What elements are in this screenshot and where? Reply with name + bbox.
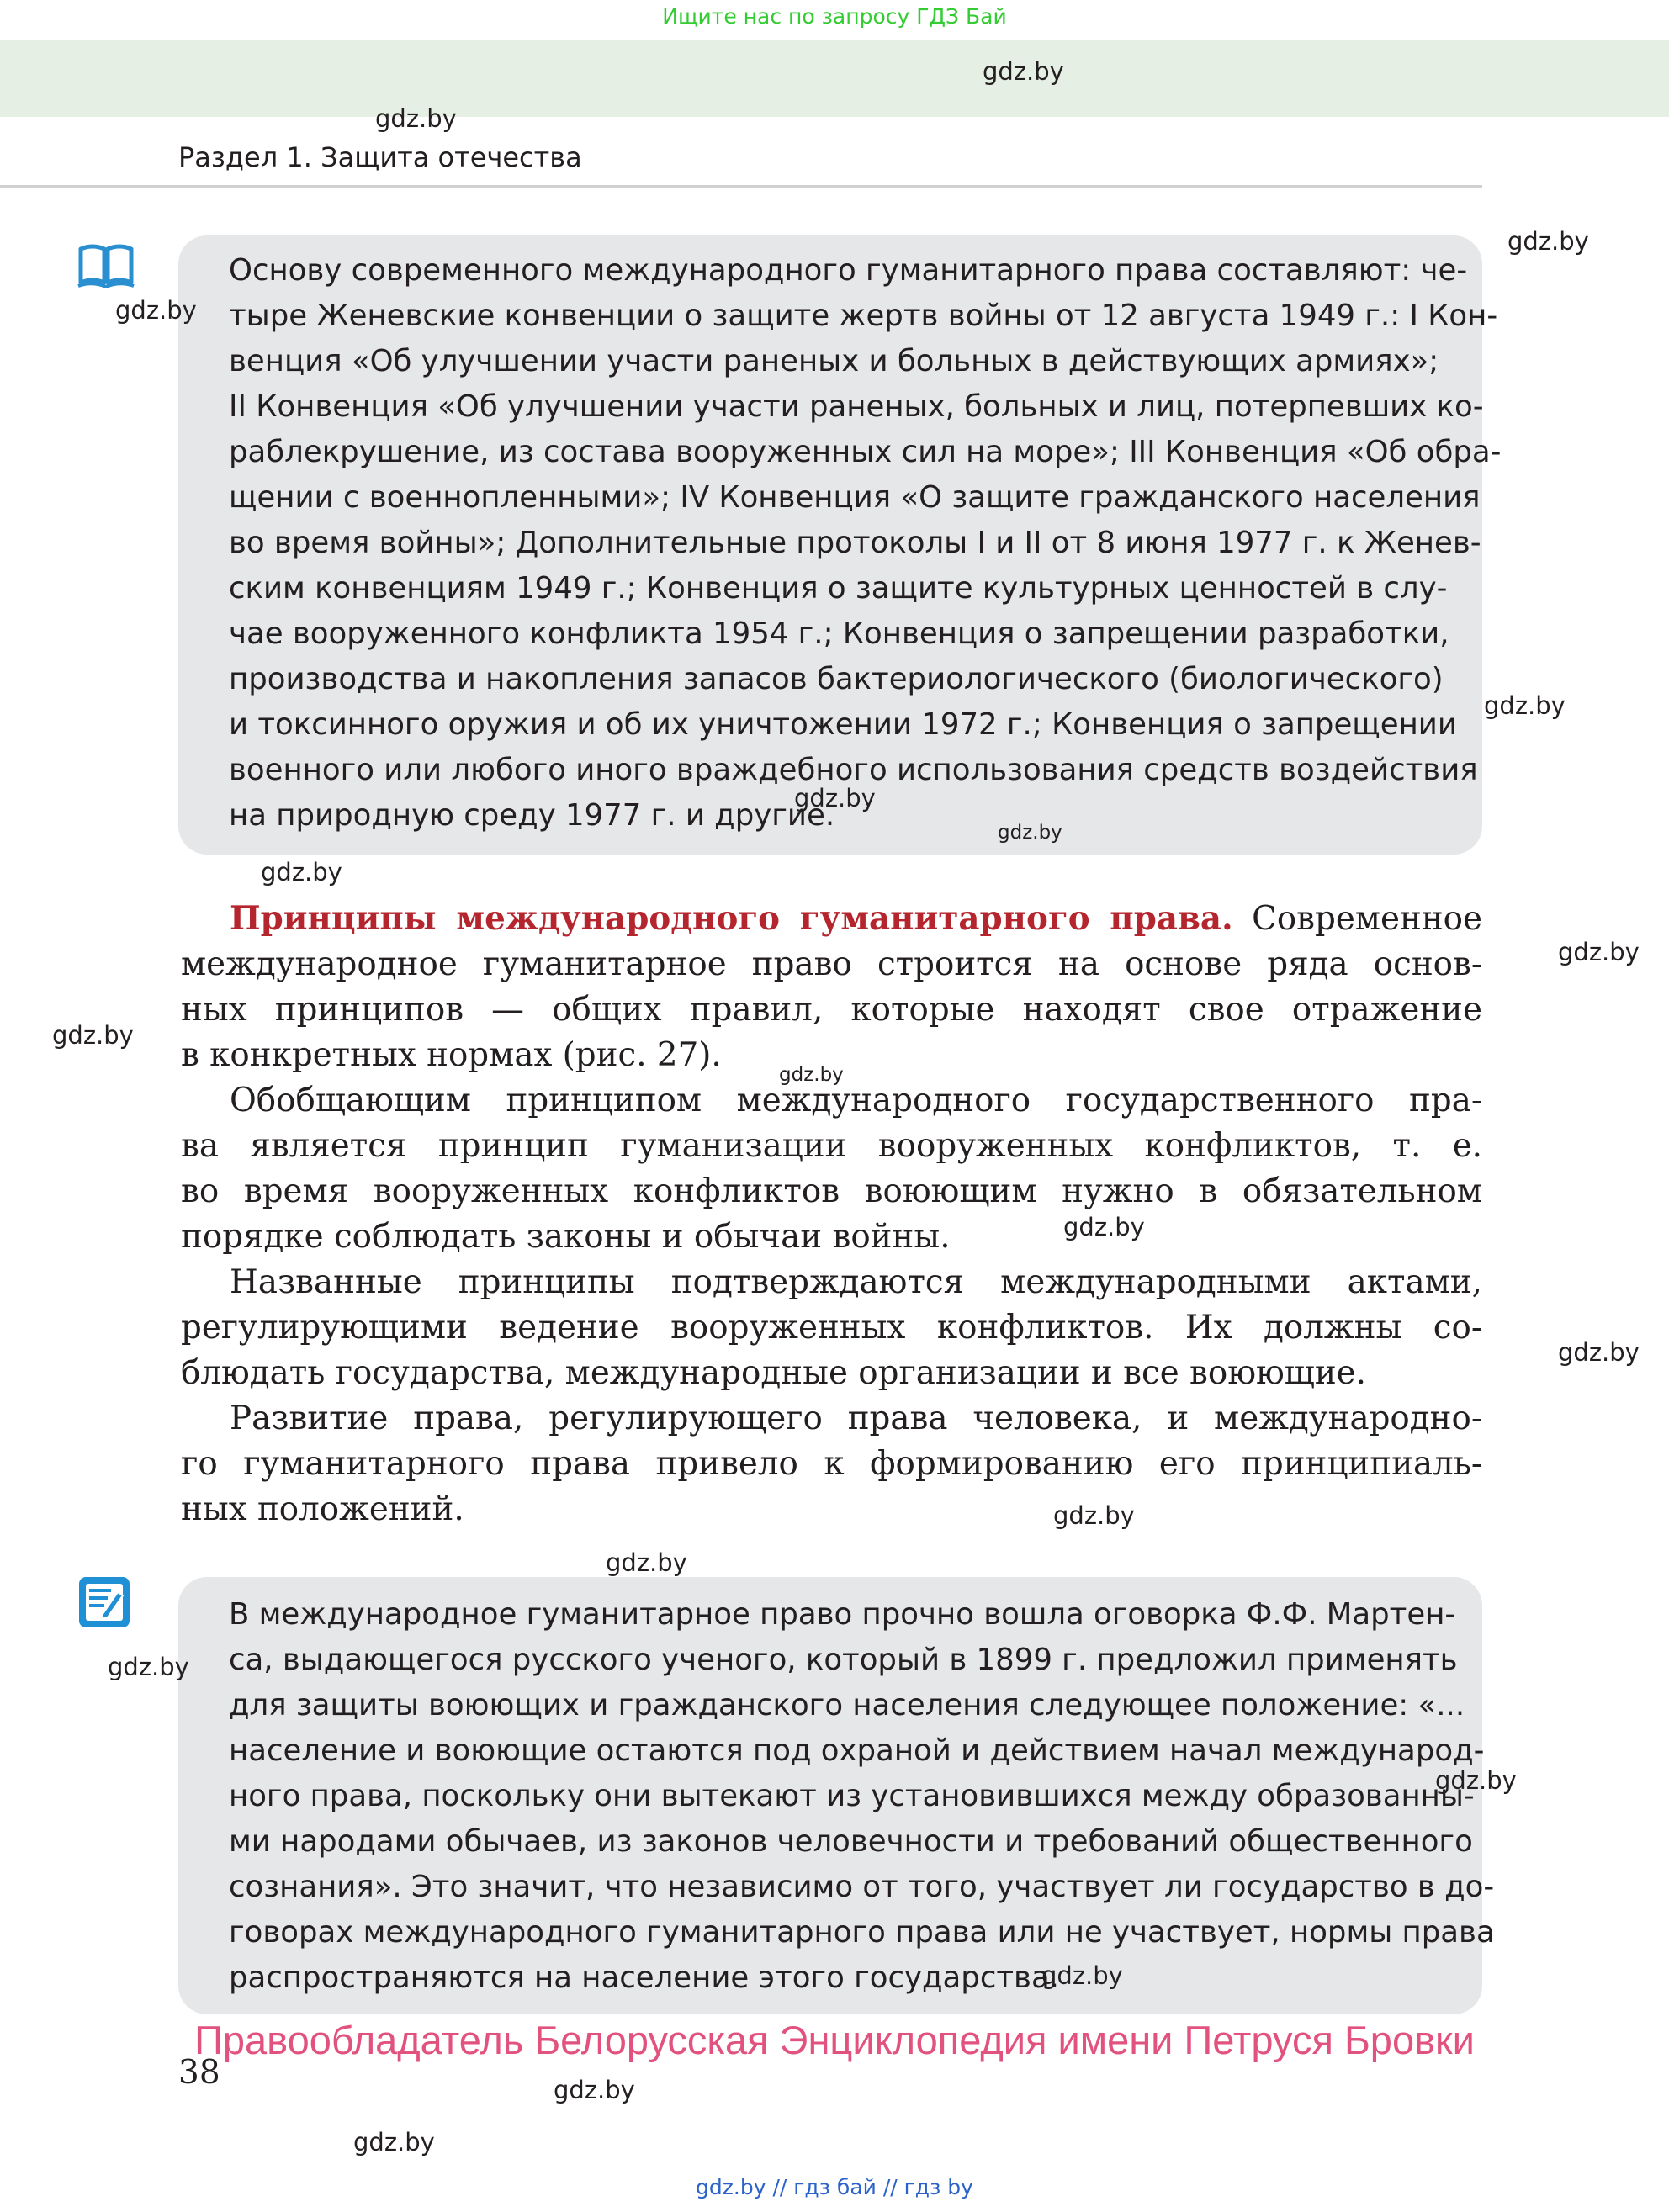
paragraph-principles (181, 897, 1482, 1078)
watermark: gdz.by (108, 1653, 189, 1681)
text-line: го гуманитарного права привело к формированию его принципиаль- (181, 1445, 1482, 1483)
book-icon (77, 241, 135, 289)
watermark: gdz.by (1435, 1766, 1517, 1795)
text-line: во время войны»; Дополнительные протоколы I и II от 8 июня 1977 г. к Женев- (229, 526, 1481, 560)
bottom-links[interactable]: gdz.by // гдз бай // гдз by (696, 2175, 973, 2199)
text-line: порядке соблюдать законы и обычаи войны. (181, 1218, 951, 1256)
watermark: gdz.by (554, 2076, 635, 2104)
rights-holder-notice: Правообладатель Белорусская Энциклопедия имени Петруся Бровки (194, 2018, 1475, 2062)
text-line: для защиты воюющих и гражданского населения следующее положение: «... (229, 1688, 1465, 1723)
page-number: 38 (178, 2054, 220, 2092)
paragraph-development (181, 1396, 1482, 1532)
text-line: венция «Об улучшении участи раненых и больных в действующих армиях»; (229, 344, 1439, 378)
text-line: распространяются на население этого государства. (229, 1961, 1059, 1995)
text-line: на природную среду 1977 г. и другие. (229, 798, 835, 833)
watermark: gdz.by (115, 296, 197, 325)
text-line: говорах международного гуманитарного права или не участвует, нормы права (229, 1915, 1495, 1950)
text-line: ных принципов — общих правил, которые находят свое отражение (181, 991, 1482, 1029)
text-line: Развитие права, регулирующего права человека, и международно- (230, 1400, 1482, 1437)
watermark: gdz.by (1558, 938, 1640, 966)
text-line: ми народами обычаев, из законов человечности и требований общественного (229, 1824, 1473, 1859)
text-line: ного права, поскольку они вытекают из установившихся между образованны- (229, 1779, 1475, 1813)
text-line: Основу современного международного гуманитарного права составляют: че- (229, 253, 1468, 288)
text-line: Обобщающим принципом международного государственного пра- (230, 1082, 1482, 1119)
section-header: Раздел 1. Защита отечества (178, 141, 582, 173)
watermark: gdz.by (1558, 1338, 1640, 1367)
text-line: ных положений. (181, 1490, 464, 1528)
watermark: gdz.by (1507, 227, 1589, 256)
paragraph-acts (181, 1260, 1482, 1396)
text-line: ва является принцип гуманизации вооруженных конфликтов, т. е. (181, 1127, 1482, 1165)
text-line (181, 897, 1482, 942)
principles-heading: Принципы международного гуманитарного права. (230, 900, 1233, 938)
watermark: gdz.by (983, 57, 1064, 86)
text-line: чае вооруженного конфликта 1954 г.; Конвенция о запрещении разработки, (229, 617, 1449, 651)
main-body-text (181, 897, 1482, 1532)
notes-icon (77, 1575, 131, 1629)
watermark: gdz.by (998, 822, 1062, 844)
top-search-hint: Ищите нас по запросу ГДЗ Бай (662, 4, 1007, 29)
text-line: в конкретных нормах (рис. 27). (181, 1036, 722, 1074)
text-fragment: Современное (1232, 900, 1482, 938)
watermark: gdz.by (353, 2128, 435, 2156)
text-line: международное гуманитарное право строится на основе ряда основ- (181, 945, 1482, 983)
text-line: и токсинного оружия и об их уничтожении 1972 г.; Конвенция о запрещении (229, 707, 1457, 742)
text-line: В международное гуманитарное право прочно вошла оговорка Ф.Ф. Мартен- (229, 1597, 1456, 1632)
text-line: население и воюющие остаются под охраной и действием начал международ- (229, 1733, 1485, 1768)
text-line: щении с военнопленными»; IV Конвенция «О защите гражданского населения (229, 480, 1481, 515)
watermark: gdz.by (375, 104, 457, 133)
text-line: производства и накопления запасов бактериологического (биологического) (229, 662, 1444, 696)
watermark: gdz.by (52, 1021, 134, 1050)
header-divider (0, 185, 1482, 188)
watermark: gdz.by (1484, 691, 1566, 720)
watermark: gdz.by (779, 1064, 844, 1086)
watermark: gdz.by (1041, 1961, 1123, 1990)
info-box-conventions-text (229, 248, 1502, 839)
top-band (0, 40, 1669, 117)
watermark: gdz.by (261, 858, 342, 886)
watermark: gdz.by (1063, 1213, 1145, 1241)
text-line: тыре Женевские конвенции о защите жертв войны от 12 августа 1949 г.: I Кон- (229, 299, 1498, 333)
text-line: раблекрушение, из состава вооруженных сил на море»; III Конвенция «Об обра- (229, 435, 1502, 469)
paragraph-humanization (181, 1078, 1482, 1260)
text-line: ским конвенциям 1949 г.; Конвенция о защите культурных ценностей в слу- (229, 571, 1448, 606)
text-line: са, выдающегося русского ученого, который в 1899 г. предложил применять (229, 1643, 1458, 1677)
text-line: военного или любого иного враждебного использования средств воздействия (229, 753, 1478, 787)
text-line: блюдать государства, международные организации и все воюющие. (181, 1354, 1366, 1392)
text-line: II Конвенция «Об улучшении участи раненых, больных и лиц, потерпевших ко- (229, 389, 1484, 424)
text-line: сознания». Это значит, что независимо от того, участвует ли государство в до- (229, 1870, 1495, 1904)
watermark: gdz.by (794, 784, 876, 812)
text-line: Названные принципы подтверждаются международными актами, (230, 1263, 1482, 1301)
watermark: gdz.by (1053, 1501, 1135, 1530)
text-line: во время вооруженных конфликтов воюющим нужно в обязательном (181, 1172, 1482, 1210)
watermark: gdz.by (606, 1548, 687, 1577)
text-line: регулирующими ведение вооруженных конфликтов. Их должны со- (181, 1309, 1482, 1347)
